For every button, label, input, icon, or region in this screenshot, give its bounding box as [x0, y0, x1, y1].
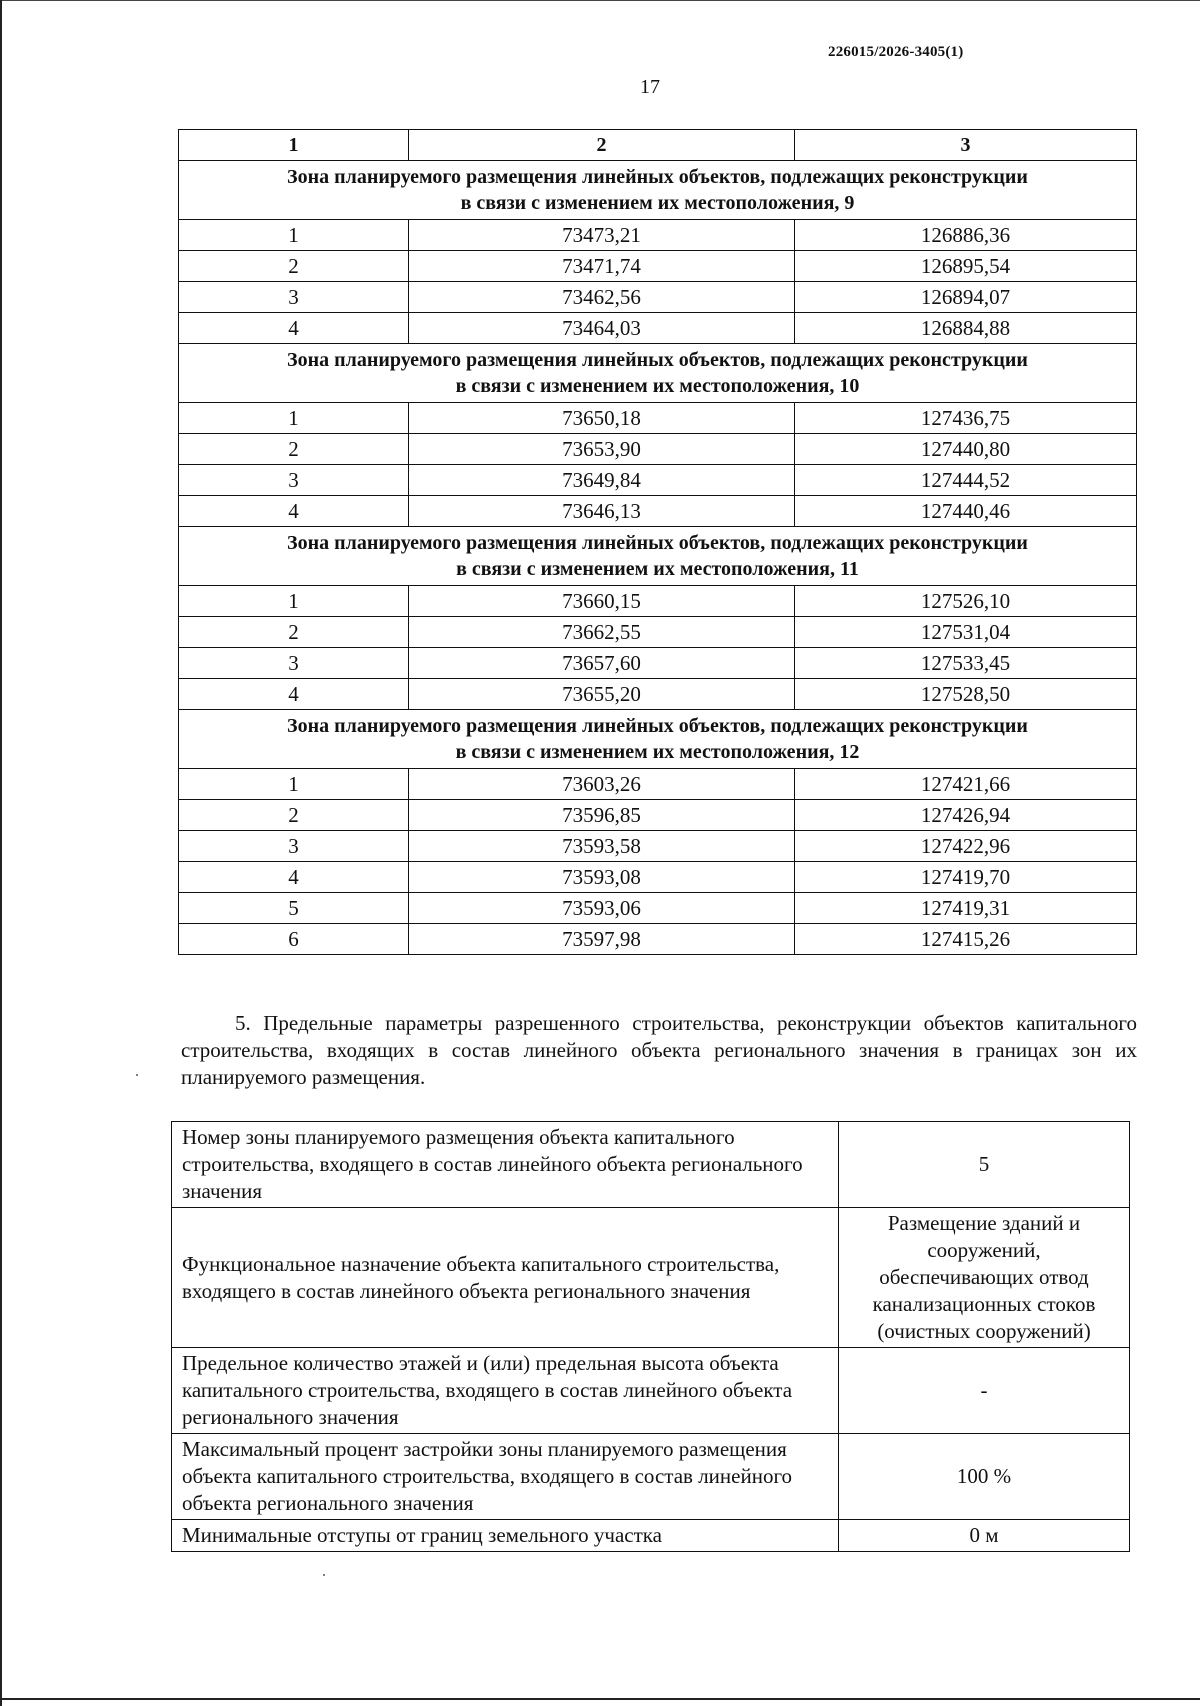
coordinate-x: 73662,55 — [409, 617, 795, 648]
point-number: 1 — [179, 403, 409, 434]
coordinate-x: 73660,15 — [409, 586, 795, 617]
point-number: 2 — [179, 251, 409, 282]
column-header: 2 — [409, 130, 795, 161]
table-row — [172, 1122, 1130, 1208]
zone-title-row — [179, 527, 1137, 586]
coordinate-y: 126886,36 — [795, 220, 1137, 251]
point-number: 2 — [179, 434, 409, 465]
column-header: 1 — [179, 130, 409, 161]
table-row — [179, 862, 1137, 893]
table-row — [179, 831, 1137, 862]
scan-speck — [323, 1574, 325, 1576]
page-frame-left — [0, 0, 2, 1706]
parameters-table — [171, 1121, 1130, 1552]
zone-title-row — [179, 161, 1137, 220]
point-number: 3 — [179, 282, 409, 313]
point-number: 1 — [179, 586, 409, 617]
coordinate-x: 73593,58 — [409, 831, 795, 862]
point-number: 4 — [179, 679, 409, 710]
coordinate-x: 73462,56 — [409, 282, 795, 313]
section-paragraph: 5. Предельные параметры разрешенного строительства, реконструкции объектов капитального строительства, входящих в состав линейного объекта регионального значения в границах зон их планируемого размещения. — [181, 1011, 1137, 1089]
point-number: 2 — [179, 800, 409, 831]
coordinate-x: 73597,98 — [409, 924, 795, 955]
zone-title: Зона планируемого размещения линейных объектов, подлежащих реконструкции в связи с изменением их местоположения, 11 — [179, 527, 1137, 586]
table-row — [179, 769, 1137, 800]
point-number: 4 — [179, 496, 409, 527]
parameter-value: 0 м — [839, 1520, 1130, 1552]
coordinate-y: 127528,50 — [795, 679, 1137, 710]
coordinate-y: 127533,45 — [795, 648, 1137, 679]
table-row — [172, 1348, 1130, 1434]
coordinate-x: 73464,03 — [409, 313, 795, 344]
table-row — [179, 313, 1137, 344]
coordinate-x: 73593,06 — [409, 893, 795, 924]
coordinate-y: 126894,07 — [795, 282, 1137, 313]
point-number: 5 — [179, 893, 409, 924]
table-row — [179, 251, 1137, 282]
table-row — [172, 1520, 1130, 1552]
parameter-label: Функциональное назначение объекта капитального строительства, входящего в состав линейного объекта регионального значения — [172, 1208, 839, 1348]
table-row — [179, 648, 1137, 679]
table-row — [179, 220, 1137, 251]
parameter-value: Размещение зданий и сооружений, обеспечивающих отвод канализационных стоков (очистных сооружений) — [839, 1208, 1130, 1348]
point-number: 3 — [179, 831, 409, 862]
coordinate-y: 127419,70 — [795, 862, 1137, 893]
point-number: 6 — [179, 924, 409, 955]
point-number: 1 — [179, 220, 409, 251]
table-row — [179, 800, 1137, 831]
coordinate-y: 127526,10 — [795, 586, 1137, 617]
point-number: 4 — [179, 313, 409, 344]
coordinate-x: 73650,18 — [409, 403, 795, 434]
table-row — [172, 1208, 1130, 1348]
point-number: 3 — [179, 465, 409, 496]
document-number: 226015/2026-3405(1) — [828, 44, 964, 60]
coordinate-y: 127440,46 — [795, 496, 1137, 527]
page-frame-top — [0, 0, 1200, 1]
table-row — [179, 617, 1137, 648]
coordinate-y: 126884,88 — [795, 313, 1137, 344]
coordinate-x: 73593,08 — [409, 862, 795, 893]
page-frame-bottom — [0, 1698, 1200, 1700]
coordinate-x: 73596,85 — [409, 800, 795, 831]
parameter-value: 100 % — [839, 1434, 1130, 1520]
scan-speck — [136, 1074, 138, 1076]
zone-title: Зона планируемого размещения линейных объектов, подлежащих реконструкции в связи с изменением их местоположения, 9 — [179, 161, 1137, 220]
coordinate-x: 73653,90 — [409, 434, 795, 465]
page-number — [0, 76, 1200, 99]
table-row — [179, 924, 1137, 955]
coordinate-x: 73655,20 — [409, 679, 795, 710]
table-row — [179, 893, 1137, 924]
zone-title: Зона планируемого размещения линейных объектов, подлежащих реконструкции в связи с изменением их местоположения, 10 — [179, 344, 1137, 403]
coordinate-y: 127415,26 — [795, 924, 1137, 955]
table-row — [179, 282, 1137, 313]
coordinate-y: 127422,96 — [795, 831, 1137, 862]
coordinate-y: 127444,52 — [795, 465, 1137, 496]
point-number: 1 — [179, 769, 409, 800]
coordinate-y: 126895,54 — [795, 251, 1137, 282]
parameter-value: - — [839, 1348, 1130, 1434]
coordinate-y: 127531,04 — [795, 617, 1137, 648]
table-row — [179, 586, 1137, 617]
coordinates-table — [178, 129, 1137, 955]
point-number: 4 — [179, 862, 409, 893]
point-number: 3 — [179, 648, 409, 679]
zone-title-row — [179, 710, 1137, 769]
coordinate-y: 127421,66 — [795, 769, 1137, 800]
parameter-label: Минимальные отступы от границ земельного участка — [172, 1520, 839, 1552]
table-row — [172, 1434, 1130, 1520]
parameter-value: 5 — [839, 1122, 1130, 1208]
coordinate-x: 73603,26 — [409, 769, 795, 800]
coordinates-header-row — [179, 130, 1137, 161]
zone-title: Зона планируемого размещения линейных объектов, подлежащих реконструкции в связи с изменением их местоположения, 12 — [179, 710, 1137, 769]
parameter-label: Максимальный процент застройки зоны планируемого размещения объекта капитального строительства, входящего в состав линейного объекта регионального значения — [172, 1434, 839, 1520]
coordinate-y: 127436,75 — [795, 403, 1137, 434]
coordinate-x: 73471,74 — [409, 251, 795, 282]
table-row — [179, 679, 1137, 710]
coordinate-x: 73657,60 — [409, 648, 795, 679]
column-header: 3 — [795, 130, 1137, 161]
coordinate-y: 127440,80 — [795, 434, 1137, 465]
table-row — [179, 403, 1137, 434]
coordinate-y: 127426,94 — [795, 800, 1137, 831]
table-row — [179, 465, 1137, 496]
coordinate-y: 127419,31 — [795, 893, 1137, 924]
zone-title-row — [179, 344, 1137, 403]
parameter-label: Предельное количество этажей и (или) предельная высота объекта капитального строительства, входящего в состав линейного объекта регионального значения — [172, 1348, 839, 1434]
parameter-label: Номер зоны планируемого размещения объекта капитального строительства, входящего в состав линейного объекта регионального значения — [172, 1122, 839, 1208]
coordinate-x: 73649,84 — [409, 465, 795, 496]
table-row — [179, 496, 1137, 527]
point-number: 2 — [179, 617, 409, 648]
table-row — [179, 434, 1137, 465]
page-number-text: 17 — [640, 76, 660, 98]
coordinate-x: 73473,21 — [409, 220, 795, 251]
coordinate-x: 73646,13 — [409, 496, 795, 527]
